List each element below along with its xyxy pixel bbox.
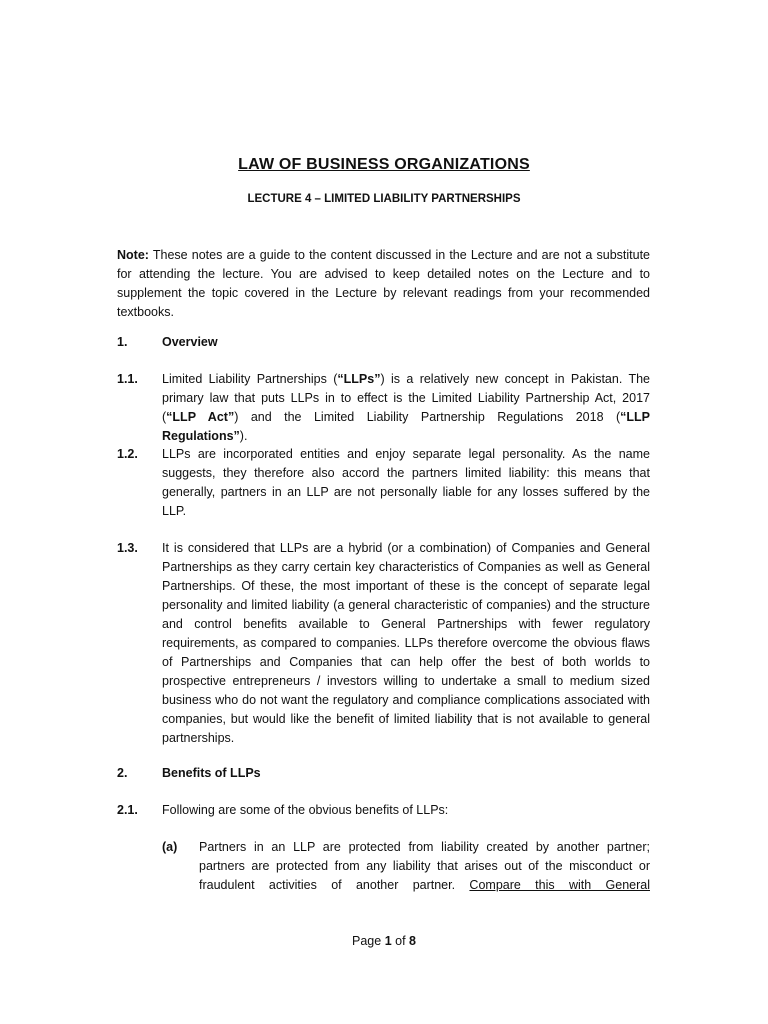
section-number: 1. [117,335,128,349]
paragraph-text: ) and the Limited Liability Partnership Regulations 2018 ( [234,410,621,424]
paragraph-text: Limited Liability Partnerships ( [162,372,338,386]
defined-term: “LLP Regulations” [162,410,650,443]
footer-text: of [391,934,410,948]
paragraph-2-1: Following are some of the obvious benefits of LLPs: [162,803,449,817]
total-pages: 8 [409,934,416,948]
paragraph-number: 1.2. [117,447,138,461]
defined-term: “LLP Act” [166,410,235,424]
paragraph-number: 2.1. [117,803,138,817]
paragraph-1-2: LLPs are incorporated entities and enjoy separate legal personality. As the name suggests, they therefore also accord the partners limited liability: this means that generally, partners in an LLP are not personally liable for any losses suffered by the LLP. [162,447,650,518]
footer-text: Page [352,934,385,948]
section-heading-overview: Overview [162,335,218,349]
note-text: These notes are a guide to the content discussed in the Lecture and are not a substitute for attending the lecture. You are advised to keep detailed notes on the Lecture and to supplement the topic covered in the Lecture by relevant readings from your recommended textbooks. [117,248,650,319]
paragraph-1-3: It is considered that LLPs are a hybrid (or a combination) of Companies and General Partnerships as they carry certain key characteristics of Companies as well as General Partnerships. Of these, the most important of these is the concept of separate legal personality and limited liability (a general characteristic of companies) and the structure and control benefits available to General Partnerships with fewer regulatory requirements, as compared to companies. LLPs therefore overcome the obvious flaws of Partnerships and Companies that can help offer the best of both worlds to prospective entrepreneurs / investors willing to undertake a small to medium sized business who do not want the regulatory and compliance complications associated with companies, but would like the benefit of limited liability that is not available to general partnerships. [162,541,650,745]
paragraph-number: 1.3. [117,541,138,555]
paragraph-1-1 [162,370,650,446]
list-item-a [199,838,650,895]
lecture-subtitle: LECTURE 4 – LIMITED LIABILITY PARTNERSHIPS [247,193,521,205]
paragraph-number: 1.1. [117,372,138,386]
note-paragraph [117,246,650,322]
paragraph-text: ) is a relatively new concept in Pakistan. The primary law that puts LLPs in to effect is the Limited Liability Partnership Act, 2017 ( [162,372,650,424]
section-heading-benefits: Benefits of LLPs [162,766,261,780]
defined-term: “LLPs” [337,372,381,386]
note-label: Note: [117,248,149,262]
current-page-number: 1 [384,934,392,948]
list-item-text: Partners in an LLP are protected from liability created by another partner; partners are protected from any liability that arises out of the misconduct or fraudulent activities of another partner. [199,840,650,892]
list-item-label: (a) [162,840,178,854]
document-title: LAW OF BUSINESS ORGANIZATIONS [238,156,530,173]
paragraph-text: ). [239,429,248,443]
page-footer [0,932,768,951]
section-number: 2. [117,766,128,780]
underlined-text: Compare this with General [469,878,650,892]
